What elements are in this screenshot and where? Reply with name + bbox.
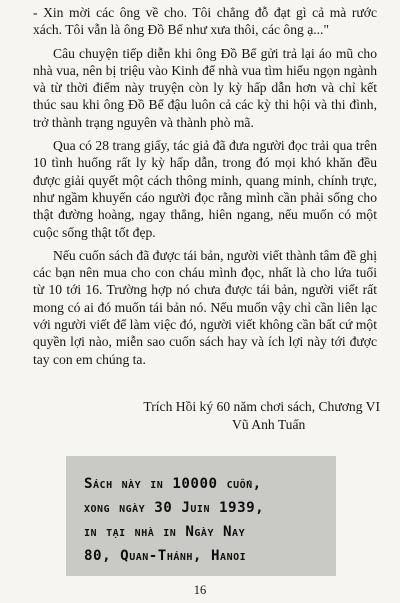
- paragraph-1: Câu chuyện tiếp diễn khi ông Đồ Bể gửi trả lại áo mũ cho nhà vua, nên bị triệu vào Kinh để nhà vua tìm hiểu ngọn ngành và từ thời điểm này truyện còn ly kỳ hấp dẫn hơn và chỉ kết thúc sau khi ông Đồ Bể đậu luôn cả các kỳ thi hội và thi đình, trở thành trạng nguyên và thành phò mã.: [33, 45, 377, 130]
- colophon-line-1: Sách này in 10000 cuốn,: [84, 476, 262, 492]
- signature-block: [60, 398, 380, 433]
- colophon-line-4: 80, Quan-Thánh, Hanoi: [84, 548, 247, 564]
- quote-continuation: - Xin mời các ông về cho. Tôi chẳng đỗ đạt gì cả mà rước xách. Tôi vẫn là ông Đồ Bể như xưa thôi, các ông ạ...": [33, 5, 377, 38]
- signature-author: Vũ Anh Tuấn: [232, 416, 306, 432]
- signature-source: Trích Hồi ký 60 năm chơi sách, Chương VI: [143, 399, 380, 414]
- colophon-box: [66, 456, 336, 576]
- paragraph-2: Qua có 28 trang giấy, tác giả đã đưa người đọc trải qua trên 10 tình huống rất ly kỳ hấp dẫn, trong đó mọi khó khăn đều được giải quyết một cách thông minh, quang minh, chính trực, như ngầm khuyến cáo người đọc rằng mình cần phải sống cho thật đường hoàng, ngay thẳng, hiên ngang, nếu muốn có một cuộc sống thật tốt đẹp.: [33, 138, 377, 240]
- colophon-line-3: in tại nhà in Ngày Nay: [84, 524, 246, 540]
- paragraph-3: Nếu cuốn sách đã được tái bản, người viết thành tâm đề ghị các bạn nên mua cho con cháu mình đọc, nhất là cho lứa tuổi từ 10 tới 16. Trường hợp nó chưa được tái bản, người viết rất mong có ai đó muốn tái bản nó. Nếu muốn vậy chỉ cần liên lạc với người viết để làm việc đó, người viết không cần bất cứ một quyền lợi nào, miễn sao cuốn sách hay và ích lợi này tới được tay con em chúng ta.: [33, 247, 377, 367]
- body-text: [33, 4, 377, 368]
- colophon-line-2: xong ngày 30 Juin 1939,: [84, 500, 265, 516]
- page-number: 16: [193, 583, 207, 597]
